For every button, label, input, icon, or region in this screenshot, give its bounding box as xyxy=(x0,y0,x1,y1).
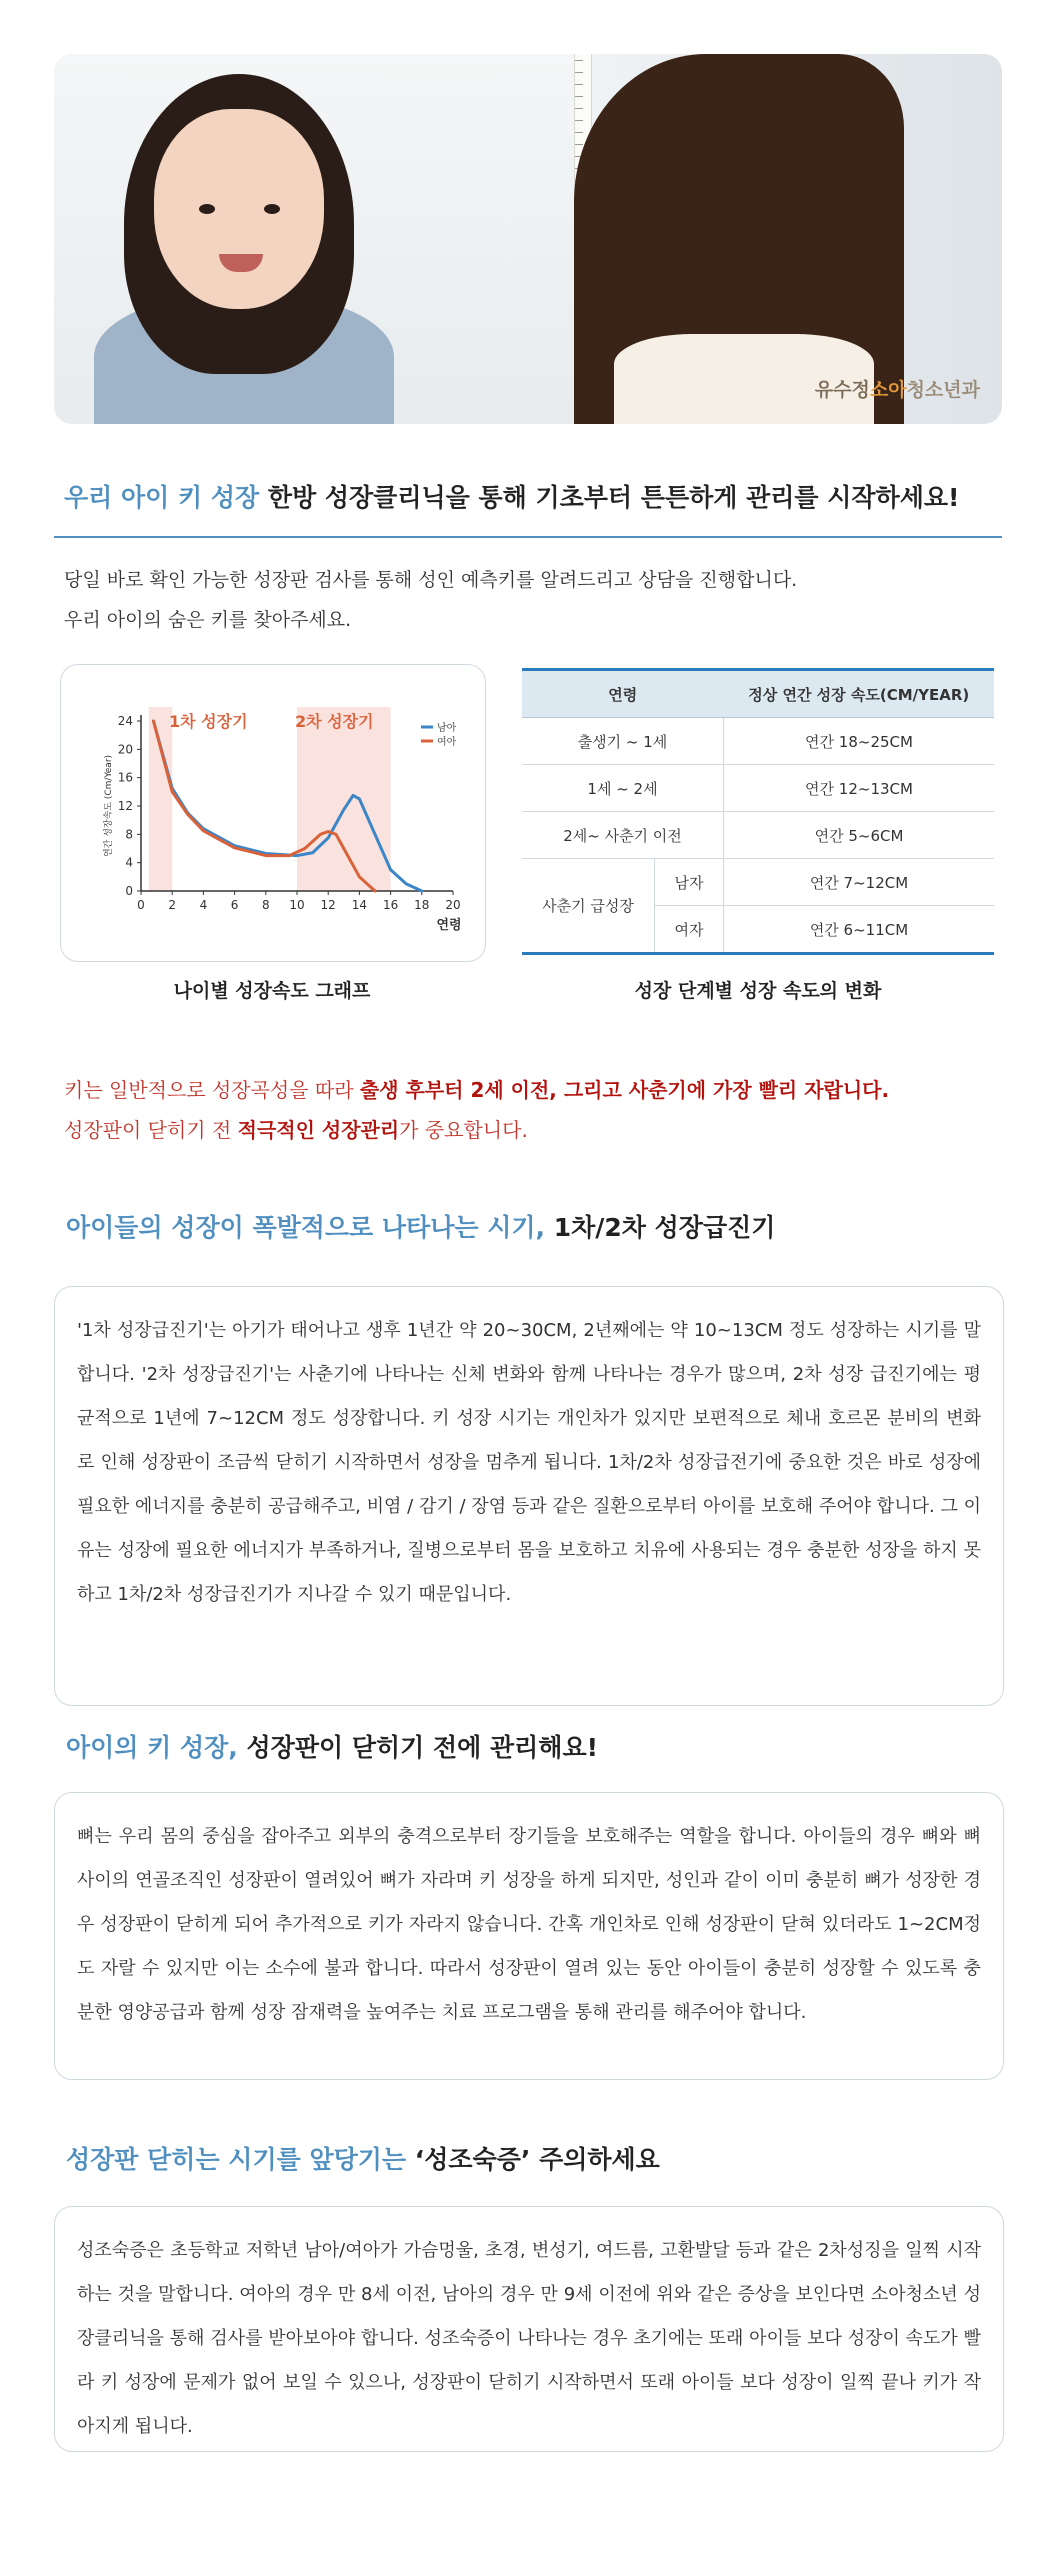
section2-body: 뼈는 우리 몸의 중심을 잡아주고 외부의 충격으로부터 장기들을 보호해주는 역할을 합니다. 아이들의 경우 뼈와 뼈 사이의 연골조직인 성장판이 열려있어 뼈가 자라며 키 성장을 하게 되지만, 성인과 같이 이미 충분히 뼈가 성장한 경우 성장판이 닫히게 되어 추가적으로 키가 자라지 않습니다. 간혹 개인차로 인해 성장판이 닫혀 있더라도 1~2CM정도 자랄 수 있지만 이는 소수에 불과 합니다. 따라서 성장판이 열려 있는 동안 아이들이 충분히 성장할 수 있도록 충분한 영양공급과 함께 성장 잠재력을 높여주는 치료 프로그램을 통해 관리를 해주어야 합니다. xyxy=(54,1792,1004,2080)
table-cell-puberty: 사춘기 급성장 xyxy=(522,859,655,954)
logo-part-1: 유수정 xyxy=(814,379,870,401)
growth-graph-card xyxy=(60,664,486,962)
key-notice xyxy=(64,1070,889,1150)
table-cell-rate: 연간 5~6CM xyxy=(724,812,995,859)
x-tick-label: 18 xyxy=(414,898,430,912)
table-header-rate: 정상 연간 성장 속도(CM/YEAR) xyxy=(724,670,995,718)
hero-girl-eye xyxy=(199,204,215,214)
x-tick-label: 20 xyxy=(445,898,461,912)
y-tick-label: 20 xyxy=(117,742,133,757)
logo-part-3: 청소년과 xyxy=(906,379,980,401)
table-cell-rate: 연간 18~25CM xyxy=(724,718,995,765)
table-cell-age: 출생기 ~ 1세 xyxy=(522,718,724,765)
hero-banner xyxy=(54,54,1002,424)
notice-line-2-emphasis: 적극적인 성장관리 xyxy=(237,1118,400,1142)
y-tick-label: 16 xyxy=(117,770,133,785)
notice-line-1-text: 키는 일반적으로 성장곡성을 따라 xyxy=(64,1078,360,1102)
x-tick-label: 16 xyxy=(382,898,399,912)
tape-tick xyxy=(575,96,583,97)
x-tick-label: 12 xyxy=(320,898,336,912)
section1-body: '1차 성장급진기'는 아기가 태어나고 생후 1년간 약 20~30CM, 2년째에는 약 10~13CM 정도 성장하는 시기를 말합니다. '2차 성장급진기'는 사춘기에 나타나는 신체 변화와 함께 나타나는 경우가 많으며, 2차 성장 급진기에는 평균적으로 1년에 7~12CM 정도 성장합니다. 키 성장 시기는 개인차가 있지만 보편적으로 체내 호르몬 분비의 변화로 인해 성장판이 조금씩 닫히기 시작하면서 성장을 멈추게 됩니다. 1차/2차 성장급전기에 중요한 것은 바로 성장에 필요한 에너지를 충분히 공급해주고, 비염 / 감기 / 장염 등과 같은 질환으로부터 아이를 보호해 주어야 합니다. 그 이유는 성장에 필요한 에너지가 부족하거나, 질병으로부터 몸을 보호하고 치유에 사용되는 경우 충분한 성장을 하지 못하고 1차/2차 성장급진기가 지나갈 수 있기 때문입니다. xyxy=(54,1286,1004,1706)
x-tick-label: 0 xyxy=(137,898,145,912)
notice-line-2-text: 성장판이 닫히기 전 xyxy=(64,1118,238,1142)
section3-title-rest: ‘성조숙증’ 주의하세요 xyxy=(414,2145,660,2174)
clinic-logo xyxy=(815,375,980,402)
x-tick-label: 2 xyxy=(168,898,177,912)
tape-tick xyxy=(575,72,583,73)
phase2-label: 2차 성장기 xyxy=(295,712,374,731)
notice-line-2-end: 가 중요합니다. xyxy=(399,1118,528,1142)
notice-line-1 xyxy=(64,1070,889,1110)
x-axis-label: 연령 xyxy=(436,918,462,933)
y-tick-label: 12 xyxy=(117,799,133,813)
notice-line-1-emphasis: 출생 후부터 2세 이전, 그리고 사춘기에 가장 빨리 자랍니다. xyxy=(359,1078,890,1102)
intro-line-1: 당일 바로 확인 가능한 성장판 검사를 통해 성인 예측키를 알려드리고 상담을 진행합니다. xyxy=(64,569,798,591)
hero-girl-eye xyxy=(264,204,280,214)
section3-body: 성조숙증은 초등학교 저학년 남아/여아가 가슴멍울, 초경, 변성기, 여드름, 고환발달 등과 같은 2차성징을 일찍 시작하는 것을 말합니다. 여아의 경우 만 8세 이전, 남아의 경우 만 9세 이전에 위와 같은 증상을 보인다면 소아청소년 성장클리닉을 통해 검사를 받아보아야 합니다. 성조숙증이 나타나는 경우 초기에는 또래 아이들 보다 성장이 속도가 빨라 키 성장에 문제가 없어 보일 수 있으나, 성장판이 닫히기 시작하면서 또래 아이들 보다 성장이 일찍 끝나 키가 작아지게 됩니다. xyxy=(54,2206,1004,2452)
table-cell-rate: 연간 12~13CM xyxy=(724,765,995,812)
graph-caption: 나이별 성장속도 그래프 xyxy=(173,980,371,1002)
main-heading xyxy=(64,478,959,514)
table-row xyxy=(522,812,994,859)
legend-boy-label: 남아 xyxy=(437,723,457,734)
table-header-row xyxy=(522,670,994,718)
highlight-band xyxy=(149,707,172,891)
notice-line-2 xyxy=(64,1110,889,1150)
tape-tick xyxy=(575,108,583,109)
growth-rate-chart xyxy=(61,665,485,961)
section3-title-highlight: 성장판 닫히는 시기를 앞당기는 xyxy=(66,2145,407,2174)
tape-tick xyxy=(575,144,583,145)
table-row xyxy=(522,859,994,906)
x-tick-label: 14 xyxy=(351,898,368,912)
section1-title-highlight: 아이들의 성장이 폭발적으로 나타나는 시기, xyxy=(66,1213,546,1242)
growth-rate-table xyxy=(522,668,994,955)
intro-text xyxy=(64,560,797,640)
section2-title xyxy=(66,1728,598,1764)
heading-divider xyxy=(54,536,1002,538)
y-tick-label: 0 xyxy=(125,884,133,898)
table-cell-rate: 연간 6~11CM xyxy=(724,906,995,954)
x-tick-label: 10 xyxy=(289,898,305,912)
y-tick-label: 4 xyxy=(125,855,133,870)
x-tick-label: 6 xyxy=(230,898,239,912)
hero-girl-face xyxy=(154,109,324,309)
main-heading-rest: 한방 성장클리닉을 통해 기초부터 튼튼하게 관리를 시작하세요! xyxy=(259,483,960,512)
table-cell-age: 1세 ~ 2세 xyxy=(522,765,724,812)
table-header-age: 연령 xyxy=(522,670,724,718)
main-heading-highlight: 우리 아이 키 성장 xyxy=(64,483,260,512)
tape-tick xyxy=(575,132,583,133)
table-cell-sex: 여자 xyxy=(655,906,724,954)
y-tick-label: 24 xyxy=(117,714,133,728)
highlight-band xyxy=(297,707,391,891)
phase1-label: 1차 성장기 xyxy=(169,712,248,731)
table-cell-rate: 연간 7~12CM xyxy=(724,859,995,906)
intro-line-2: 우리 아이의 숨은 키를 찾아주세요. xyxy=(64,609,352,631)
tape-tick xyxy=(575,84,583,85)
section3-title xyxy=(66,2140,660,2176)
table-row xyxy=(522,765,994,812)
table-caption: 성장 단계별 성장 속도의 변화 xyxy=(634,980,882,1002)
table-cell-sex: 남자 xyxy=(655,859,724,906)
x-tick-label: 8 xyxy=(261,898,270,912)
section2-title-highlight: 아이의 키 성장, xyxy=(66,1733,238,1762)
section2-title-rest: 성장판이 닫히기 전에 관리해요! xyxy=(246,1733,598,1762)
table-row xyxy=(522,718,994,765)
y-axis-label: 연간 성장속도 (Cm/Year) xyxy=(104,754,114,858)
logo-part-2: 소아 xyxy=(869,379,907,401)
y-tick-label: 8 xyxy=(125,827,133,842)
section1-title xyxy=(66,1208,775,1244)
x-tick-label: 4 xyxy=(199,898,208,912)
legend-girl-label: 여아 xyxy=(437,737,457,748)
tape-tick xyxy=(575,120,583,121)
tape-tick xyxy=(575,60,583,61)
section1-title-rest: 1차/2차 성장급진기 xyxy=(553,1213,776,1242)
table-cell-age: 2세~ 사춘기 이전 xyxy=(522,812,724,859)
